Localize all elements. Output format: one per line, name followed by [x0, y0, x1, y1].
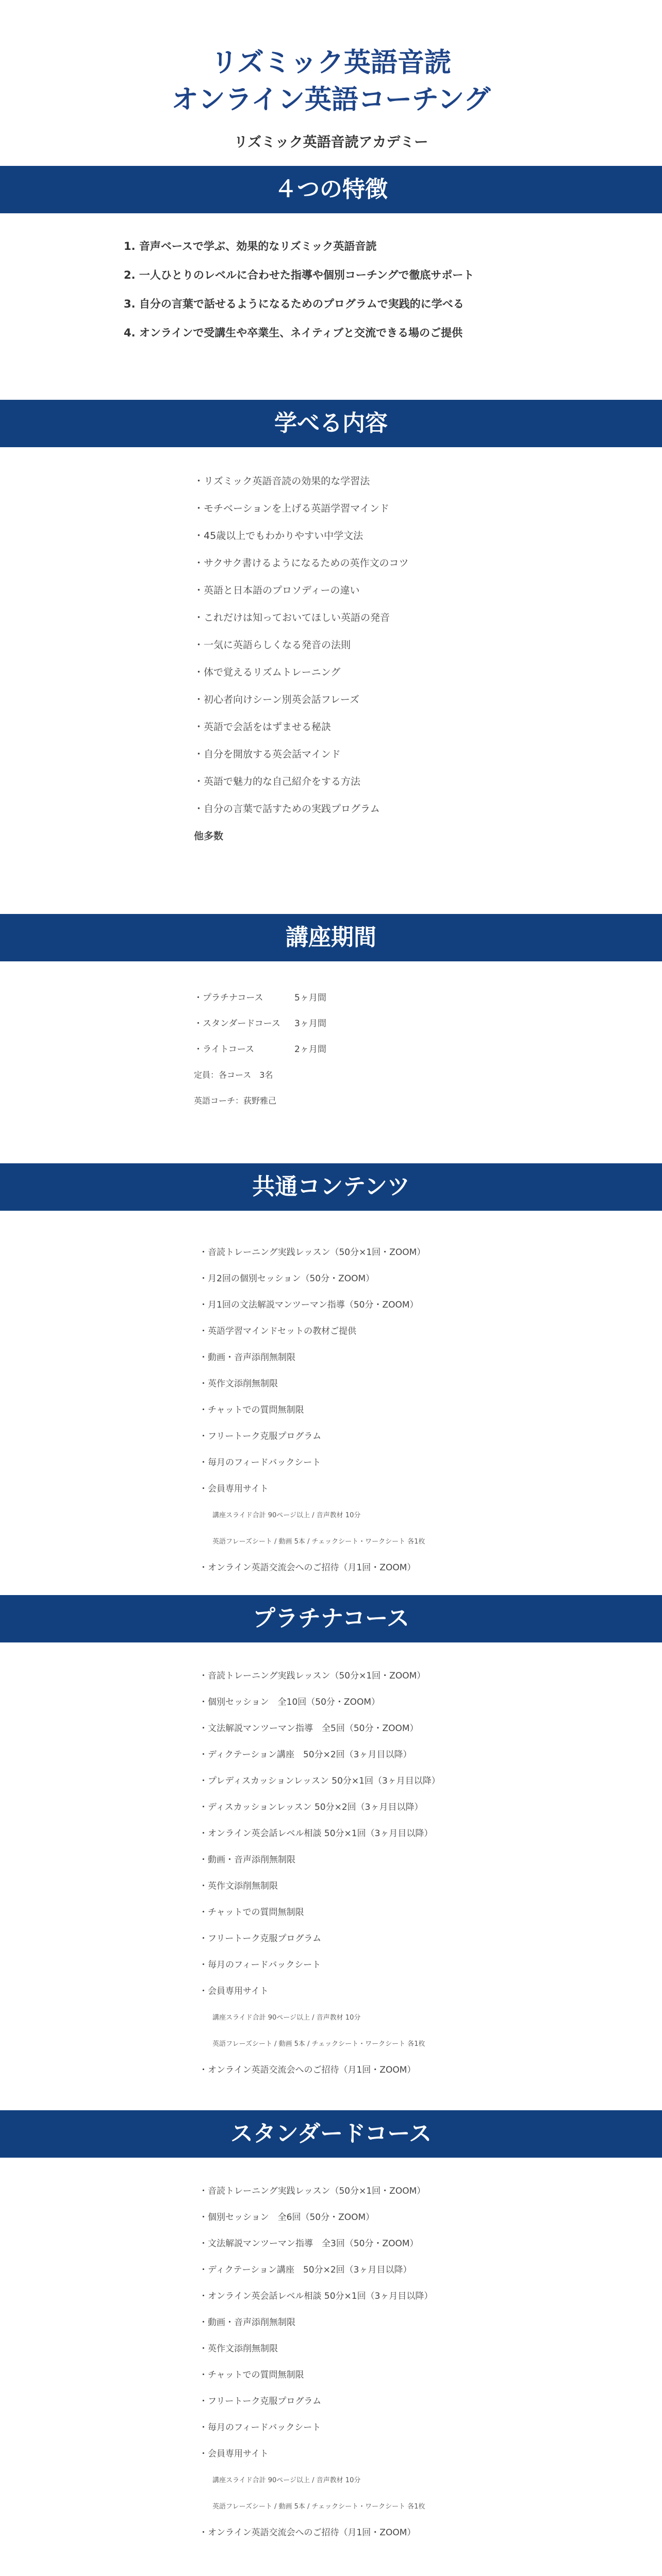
- learn-item: ・自分の言葉で話すための実践プログラム: [194, 803, 380, 815]
- feature-item: 2. 一人ひとりのレベルに合わせた指導や個別コーチングで徹底サポート: [124, 269, 474, 281]
- period-row: [194, 985, 662, 1011]
- learn-item: ・一気に英語らしくなる発音の法則: [194, 639, 351, 651]
- learn-item: ・英語で会話をはずませる秘訣: [194, 721, 332, 733]
- period-section: [0, 961, 662, 1163]
- learn-item: ・サクサク書けるようになるための英作文のコツ: [194, 557, 409, 569]
- course-duration: 2ヶ月間: [294, 1044, 326, 1055]
- content-item: ・月2回の個別セッション（50分・ZOOM）: [199, 1274, 375, 1284]
- content-item: ・英語学習マインドセットの教材ご提供: [199, 1326, 357, 1336]
- content-item: ・音読トレーニング実践レッスン（50分×1回・ZOOM）: [199, 1671, 426, 1681]
- course-name: ・スタンダードコース: [194, 1019, 280, 1029]
- learn-item: ・自分を開放する英会話マインド: [194, 749, 341, 760]
- learn-item: ・モチベーションを上げる英語学習マインド: [194, 503, 389, 514]
- member-site-detail: 講座スライド合計 90ページ以上 / 音声教材 10分: [212, 2014, 361, 2022]
- learn-item: ・45歳以上でもわかりやすい中学文法: [194, 530, 363, 541]
- content-item: ・オンライン英会話レベル相談 50分×1回（3ヶ月目以降）: [199, 2291, 433, 2301]
- content-item: ・動画・音声添削無制限: [199, 1855, 295, 1865]
- course-duration: 3ヶ月間: [294, 1019, 326, 1029]
- member-site-detail: 英語フレーズシート / 動画 5本 / チェックシート・ワークシート 各1枚: [212, 2503, 425, 2511]
- content-item: ・文法解説マンツーマン指導 全3回（50分・ZOOM）: [199, 2239, 419, 2249]
- content-item: ・音読トレーニング実践レッスン（50分×1回・ZOOM）: [199, 2186, 426, 2196]
- content-item: ・英作文添削無制限: [199, 1881, 278, 1891]
- common-heading: 共通コンテンツ: [0, 1163, 662, 1211]
- standard-heading: スタンダードコース: [0, 2110, 662, 2158]
- course-name: ・プラチナコース: [194, 993, 263, 1003]
- content-item: ・ディクテーション講座 50分×2回（3ヶ月目以降）: [199, 1750, 412, 1760]
- content-item: ・チャットでの質問無制限: [199, 2370, 304, 2380]
- content-item: ・フリートーク克服プログラム: [199, 1431, 322, 1442]
- content-item: ・文法解説マンツーマン指導 全5回（50分・ZOOM）: [199, 1723, 419, 1734]
- content-item: ・ディスカッションレッスン 50分×2回（3ヶ月目以降）: [199, 1802, 423, 1812]
- title-line-1: リズミック英語音読: [211, 47, 451, 78]
- content-item: ・英作文添削無制限: [199, 1379, 278, 1389]
- platinum-heading: プラチナコース: [0, 1595, 662, 1642]
- content-item: ・動画・音声添削無制限: [199, 1352, 295, 1363]
- academy-name: リズミック英語音読アカデミー: [234, 134, 428, 150]
- member-site-detail: 英語フレーズシート / 動画 5本 / チェックシート・ワークシート 各1枚: [212, 2040, 425, 2048]
- period-row: [194, 1011, 662, 1037]
- standard-list: [0, 2158, 662, 2576]
- content-item: ・オンライン英語交流会へのご招待（月1回・ZOOM）: [199, 2065, 416, 2075]
- learn-item: ・初心者向けシーン別英会話フレーズ: [194, 694, 359, 705]
- period-row: [194, 1037, 662, 1062]
- learn-list: [0, 447, 662, 914]
- content-item: ・個別セッション 全6回（50分・ZOOM）: [199, 2212, 375, 2223]
- content-item: ・チャットでの質問無制限: [199, 1405, 304, 1415]
- member-site-detail: 講座スライド合計 90ページ以上 / 音声教材 10分: [212, 1512, 361, 1519]
- content-item: ・個別セッション 全10回（50分・ZOOM）: [199, 1697, 380, 1707]
- content-item: ・毎月のフィードバックシート: [199, 2422, 321, 2433]
- content-item: ・チャットでの質問無制限: [199, 1907, 304, 1918]
- feature-item: 3. 自分の言葉で話せるようになるためのプログラムで実践的に学べる: [124, 298, 464, 310]
- learn-item: ・英語と日本語のプロソディーの違い: [194, 585, 360, 596]
- content-item: ・オンライン英語交流会へのご招待（月1回・ZOOM）: [199, 1563, 416, 1573]
- learn-item: ・これだけは知っておいてほしい英語の発音: [194, 612, 390, 623]
- page-title: [0, 44, 662, 118]
- content-item: ・オンライン英語交流会へのご招待（月1回・ZOOM）: [199, 2528, 416, 2538]
- title-line-2: オンライン英語コーチング: [171, 84, 491, 115]
- content-item: ・毎月のフィードバックシート: [199, 1960, 321, 1970]
- features-heading: ４つの特徴: [0, 166, 662, 213]
- content-item: ・プレディスカッションレッスン 50分×1回（3ヶ月目以降）: [199, 1776, 440, 1786]
- member-site-detail: 講座スライド合計 90ページ以上 / 音声教材 10分: [212, 2477, 361, 2484]
- content-item: ・ディクテーション講座 50分×2回（3ヶ月目以降）: [199, 2265, 412, 2275]
- content-item: ・フリートーク克服プログラム: [199, 1934, 322, 1944]
- content-item: ・会員専用サイト: [199, 1986, 269, 1996]
- learn-item: ・体で覚えるリズムトレーニング: [194, 667, 341, 678]
- common-list: [0, 1211, 662, 1595]
- course-duration: 5ヶ月間: [294, 993, 326, 1003]
- hero: [0, 0, 662, 166]
- content-item: ・会員専用サイト: [199, 2449, 269, 2459]
- content-item: ・フリートーク克服プログラム: [199, 2396, 322, 2406]
- content-item: ・月1回の文法解説マンツーマン指導（50分・ZOOM）: [199, 1300, 419, 1310]
- capacity: 定員：各コース 3名: [194, 1070, 273, 1080]
- coach: 英語コーチ：荻野雅己: [194, 1096, 277, 1106]
- learn-heading: 学べる内容: [0, 400, 662, 447]
- content-item: ・会員専用サイト: [199, 1484, 269, 1494]
- content-item: ・動画・音声添削無制限: [199, 2317, 295, 2328]
- learn-more: 他多数: [194, 831, 224, 842]
- content-item: ・毎月のフィードバックシート: [199, 1458, 321, 1468]
- content-item: ・音読トレーニング実践レッスン（50分×1回・ZOOM）: [199, 1247, 426, 1258]
- learn-item: ・リズミック英語音読の効果的な学習法: [194, 476, 370, 487]
- feature-item: 1. 音声ベースで学ぶ、効果的なリズミック英語音読: [124, 240, 377, 252]
- features-list: [0, 213, 662, 400]
- member-site-detail: 英語フレーズシート / 動画 5本 / チェックシート・ワークシート 各1枚: [212, 1538, 425, 1546]
- learn-item: ・英語で魅力的な自己紹介をする方法: [194, 776, 361, 787]
- platinum-list: [0, 1642, 662, 2110]
- course-name: ・ライトコース: [194, 1044, 254, 1055]
- content-item: ・英作文添削無制限: [199, 2344, 278, 2354]
- content-item: ・オンライン英会話レベル相談 50分×1回（3ヶ月目以降）: [199, 1828, 433, 1839]
- period-heading: 講座期間: [0, 914, 662, 961]
- feature-item: 4. オンラインで受講生や卒業生、ネイティブと交流できる場のご提供: [124, 327, 463, 339]
